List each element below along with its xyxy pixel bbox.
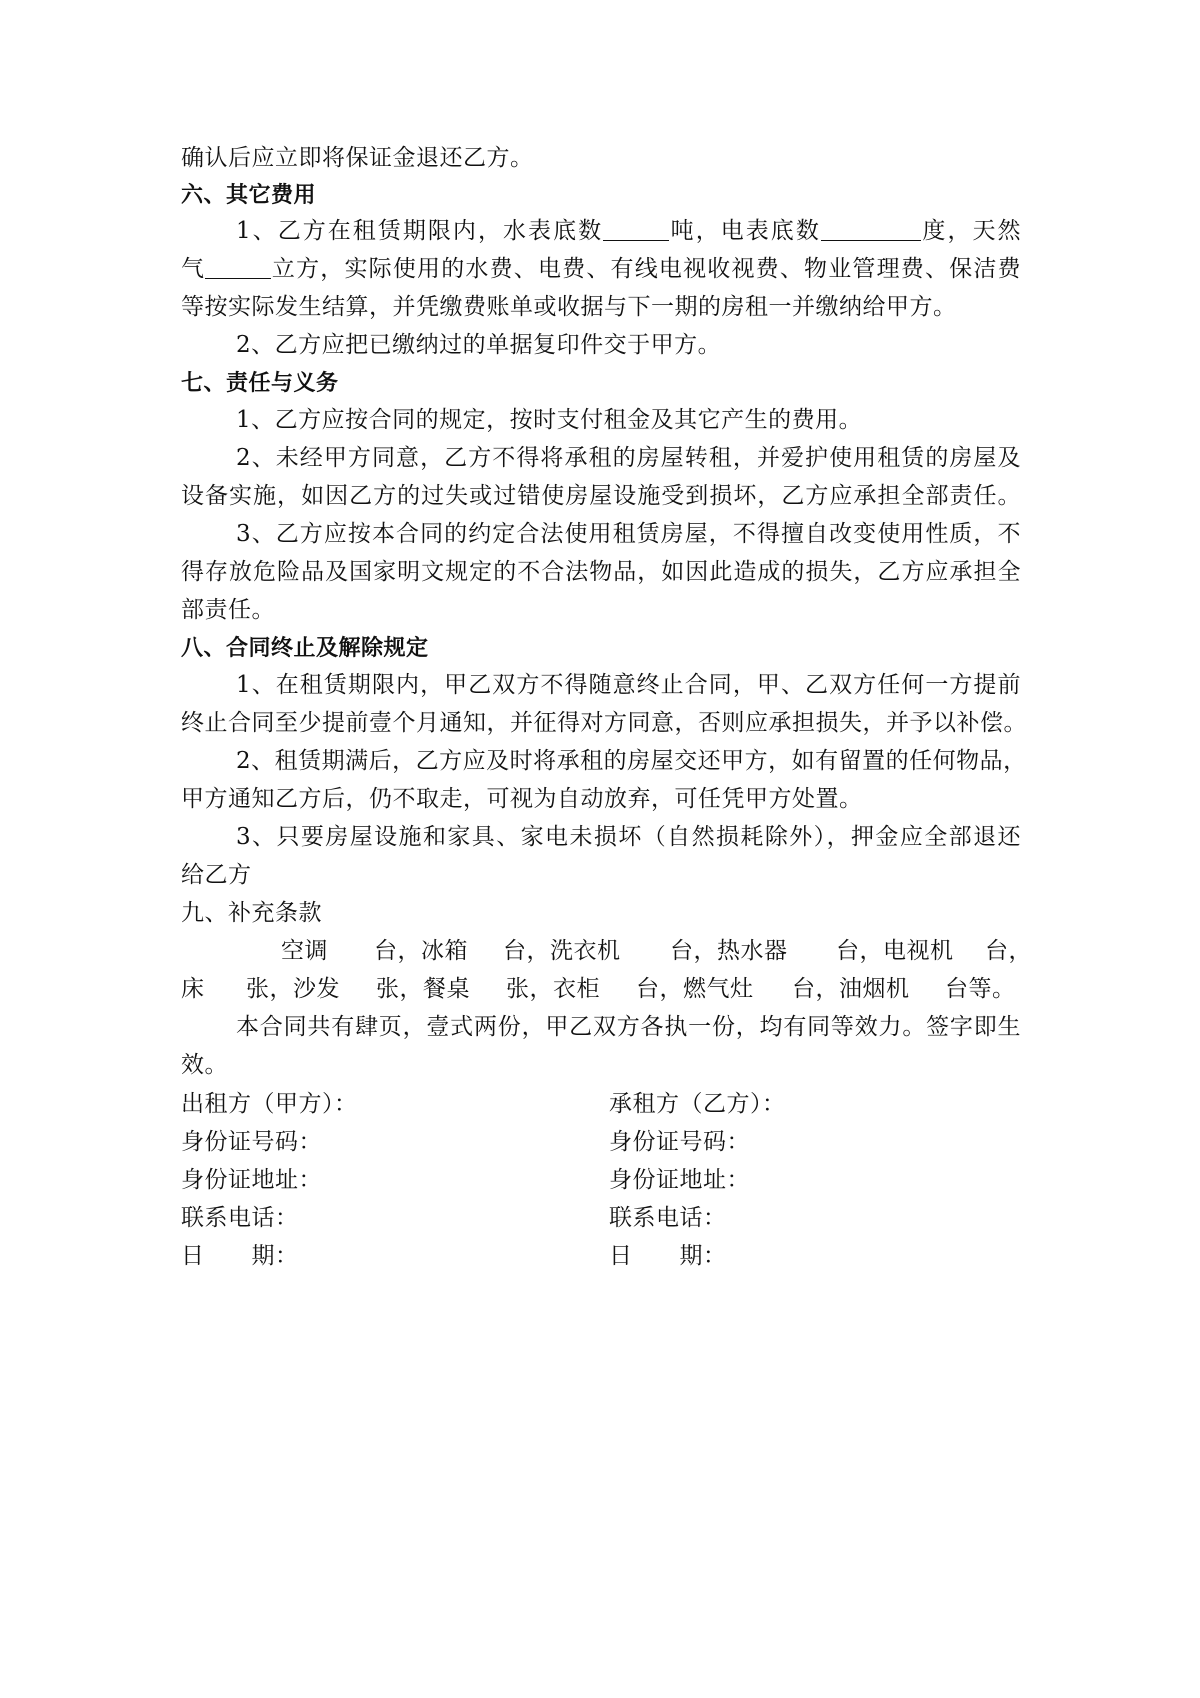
section-9-heading: 九、补充条款 [181,900,322,926]
section-8-heading: 八、合同终止及解除规定 [181,636,429,661]
s6-item1-line3: 等按实际发生结算，并凭缴费账单或收据与下一期的房租一并缴纳给甲方。 [181,294,957,320]
lessee-phone-label: 联系电话： [609,1205,727,1231]
furniture-sofa: 张，沙发 [246,976,340,1002]
s8-item2-line1: 2、租赁期满后，乙方应及时将承租的房屋交还甲方，如有留置的任何物品， [236,748,1027,774]
s7-item3-line2: 得存放危险品及国家明文规定的不合法物品，如因此造成的损失，乙方应承担全 [181,559,1021,585]
paragraph-deposit-return: 确认后应立即将保证金退还乙方。 [181,145,534,171]
lessee-label: 承租方（乙方）： [609,1091,786,1117]
furniture-bed: 床 [181,976,205,1002]
s7-item3-line3: 部责任。 [181,597,275,623]
section-7-heading: 七、责任与义务 [181,371,339,396]
section-6-heading: 六、其它费用 [181,183,317,208]
lessee-date-label: 日 期： [609,1243,727,1269]
lessor-date-label: 日 期： [181,1243,299,1269]
appliance-range-hood: 台，油烟机 [792,976,910,1002]
lessor-id-number-label: 身份证号码： [181,1129,322,1155]
lessor-label: 出租方（甲方）： [181,1091,358,1117]
s8-item3-line2: 给乙方 [181,862,252,888]
s8-item3-line1: 3、只要房屋设施和家具、家电未损坏（自然损耗除外），押金应全部退还 [236,824,1021,850]
furniture-dining-table: 张，餐桌 [376,976,470,1002]
water-meter-blank [603,218,669,241]
s6-item2: 2、乙方应把已缴纳过的单据复印件交于甲方。 [236,332,722,358]
s7-item3-line1: 3、乙方应按本合同的约定合法使用租赁房屋，不得擅自改变使用性质，不 [236,521,1021,547]
s7-item2-line2: 设备实施，如因乙方的过失或过错使房屋设施受到损坏，乙方应承担全部责任。 [181,483,1021,509]
s8-item1-line1: 1、在租赁期限内，甲乙双方不得随意终止合同，甲、乙双方任何一方提前 [236,672,1021,698]
s6-item1-line2: 气 立方，实际使用的水费、电费、有线电视收视费、物业管理费、保洁费 [181,256,1021,282]
s7-item1: 1、乙方应按合同的规定，按时支付租金及其它产生的费用。 [236,407,863,433]
gas-meter-blank [205,256,271,279]
appliance-washer: 台，洗衣机 [503,938,621,964]
closing-line2: 效。 [181,1052,228,1078]
s6-item1-line1: 1、乙方在租赁期限内，水表底数 吨，电表底数 度，天然 [236,218,1022,244]
appliance-tv: 台，电视机 [836,938,954,964]
s8-item1-line2: 终止合同至少提前壹个月通知，并征得对方同意，否则应承担损失，并予以补偿。 [181,710,1027,736]
lessor-id-address-label: 身份证地址： [181,1167,322,1193]
electric-meter-blank [821,218,921,241]
lessee-id-number-label: 身份证号码： [609,1129,750,1155]
furniture-row2-end: 台等。 [945,976,1016,1002]
appliance-aircon: 空调 [281,938,328,964]
closing-line1: 本合同共有肆页，壹式两份，甲乙双方各执一份，均有同等效力。签字即生 [236,1014,1021,1040]
s7-item2-line1: 2、未经甲方同意，乙方不得将承租的房屋转租，并爱护使用租赁的房屋及 [236,445,1021,471]
furniture-wardrobe: 张，衣柜 [506,976,600,1002]
lessee-id-address-label: 身份证地址： [609,1167,750,1193]
appliance-row1-end: 台， [985,938,1032,964]
lessor-phone-label: 联系电话： [181,1205,299,1231]
appliance-fridge: 台，冰箱 [374,938,468,964]
appliance-water-heater: 台，热水器 [670,938,788,964]
appliance-gas-stove: 台，燃气灶 [636,976,754,1002]
s8-item2-line2: 甲方通知乙方后，仍不取走，可视为自动放弃，可任凭甲方处置。 [181,786,863,812]
